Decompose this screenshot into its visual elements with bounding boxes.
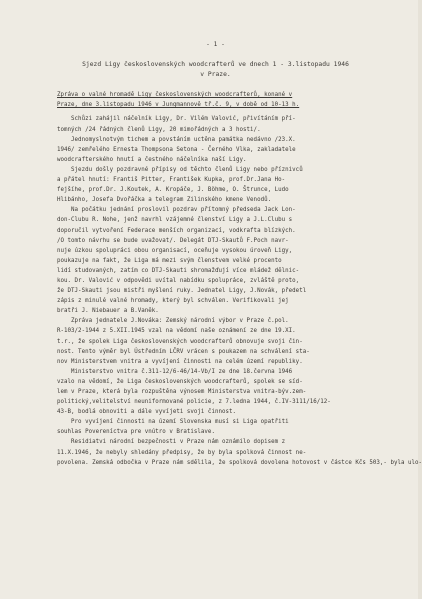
text-line: nov Ministerstvem vnitra a vyvíjení činnosti na celém území republiky. (57, 358, 303, 365)
text-line: politický,velitelství neuniformované policie, z 7.ledna 1944, č.IV-3111/16/12- (57, 399, 331, 406)
text-line: že DTJ-Skauti jsou mistři myšlení ruky. Jednatel Ligy, J.Novák, předetl (57, 288, 307, 295)
text-line: nost. Tento výměr byl Ústředním LČRV vrácen s poukazem na schválení sta- (57, 348, 310, 355)
text-line: woodcrafterského hnutí a čestného náčelníka naší Ligy. (57, 156, 247, 163)
text-line: R-103/2-1944 z 5.XII.1945 vzal na vědomí naše oznámení ze dne 19.XI. (57, 328, 296, 335)
text-line: povolena. Zemská odbočka v Praze nám sdělila, že spolková dovolena hotovost v částce Kčs 503,- byla ulo- (57, 459, 422, 466)
heading-line: Sjezd Ligy československých woodcrafterů ve dnech 1 - 3.listopadu 1946 (82, 61, 349, 69)
text-line: Praze, dne 3.listopadu 1946 v Jungmannově tř.č. 9, v době od 10-13 h. (57, 102, 300, 109)
text-line: souhlas Povereníctva pre vnútro v Bratislave. (57, 429, 215, 436)
text-line: lem v Praze, která byla rozpuštěna výnosem Ministerstva vnitra-býv.zem- (57, 389, 307, 395)
text-line: Hlibánho, Josefa Dvořáčka a telegram Zilinského kmene Venodů. (57, 197, 272, 204)
text-line: Residiatvi národní bezpečnosti v Praze nám oznámilo dopisem z (57, 439, 286, 446)
text-line: lidí studovaných, zatím co DTJ-Skauti shromažďují více mládež dělnic- (57, 267, 300, 274)
document-heading (57, 60, 374, 80)
text-line: don-Clubu R. Nohe, jenž navrhl vzájemné členství Ligy a J.L.Clubu s (57, 217, 293, 224)
text-line: zápis z minulé valné hromady, který byl schválen. Verifikovali jej (57, 298, 289, 305)
text-line: bratři J. Niebauer a B.Vaněk. (57, 308, 159, 315)
text-line: Na počátku jednání proslovil pozdrav přítomný předseda Jack Lon- (57, 207, 296, 214)
paragraph (57, 135, 374, 165)
paragraph (57, 114, 374, 134)
text-line: Schůzi zahájil náčelník Ligy, Dr. Vilém Valović, přivítáním pří- (57, 116, 296, 123)
heading-line: v Praze. (200, 71, 231, 79)
text-line: 43-B, bodlá obnoviti a dále vyvíjeti svoji činnost. (57, 409, 237, 416)
text-line: vzalo na vědomí, že Liga československých woodcrafterů, spolek se síd- (57, 378, 303, 385)
paragraph (57, 90, 374, 110)
paragraph (57, 437, 422, 467)
text-line: 11.X.1946, že nebyly shledány předpisy, že by byla spolková činnost ne- (57, 449, 307, 456)
text-line: nuje úzkou spolupráci obou organisací, oceňuje vysokou úroveň Ligy, (57, 247, 293, 254)
text-line: Zpráva jednatele J.Nováka: Zemský národní výbor v Praze č.pol. (57, 318, 289, 325)
text-line: Zpráva o valné hromadě Ligy československých woodcrafterů, konané v (57, 92, 293, 99)
paragraph (57, 316, 374, 417)
text-line: poukazuje na fakt, že Liga má mezi svým členstvem velké procento (57, 257, 282, 264)
paragraph (57, 165, 374, 205)
text-line: Sjezdu došly pozdravné přípisy od těchto členů Ligy nebo příznivců (57, 166, 303, 173)
text-line: Pro vyvíjení činnosti na území Slovenska musí si Liga opatřiti (57, 419, 289, 426)
text-line: Ministerstvo vnitra č.311-12/6-46/14-Vb/I ze dne 18.června 1946 (57, 368, 293, 375)
paragraph (57, 417, 374, 437)
text-line: Jednomyslnotvým tichem a povstáním uctěna památka nedávno /23.X. (57, 136, 296, 143)
paragraph (57, 205, 374, 316)
text-line: doporučil vytvoření Federace menších organizací, vodkrafta blízkých. (57, 227, 296, 234)
page-number: - 1 - (206, 41, 225, 48)
text-line: /O tomto návrhu se bude uvažovat/. Delegát DTJ-Skautů F.Poch navr- (57, 237, 289, 244)
text-line: kou. Dr. Valović v odpovědi uvítal nabídku spolupráce, zvláště proto, (57, 277, 300, 284)
text-line: fejšíhe, prof.Dr. J.Koutek, A. Kropáče, J. Böhme, O. Štrunce, Ludo (57, 187, 289, 194)
text-line: 1946/ zemřelého Ernesta Thompsona Setona - Černého Vlka, zakladatele (57, 146, 296, 153)
text-line: tomných /24 řádných členů Ligy, 20 mimořádných a 3 hosti/. (57, 126, 261, 133)
text-line: a přátel hnutí: Františ Pitter, František Kupka, prof.Dr.Jana Ho- (57, 177, 286, 184)
text-line: t.r., že spolek Liga československých woodcrafterů obnovuje svoji čin- (57, 338, 303, 345)
document-body (57, 90, 422, 467)
